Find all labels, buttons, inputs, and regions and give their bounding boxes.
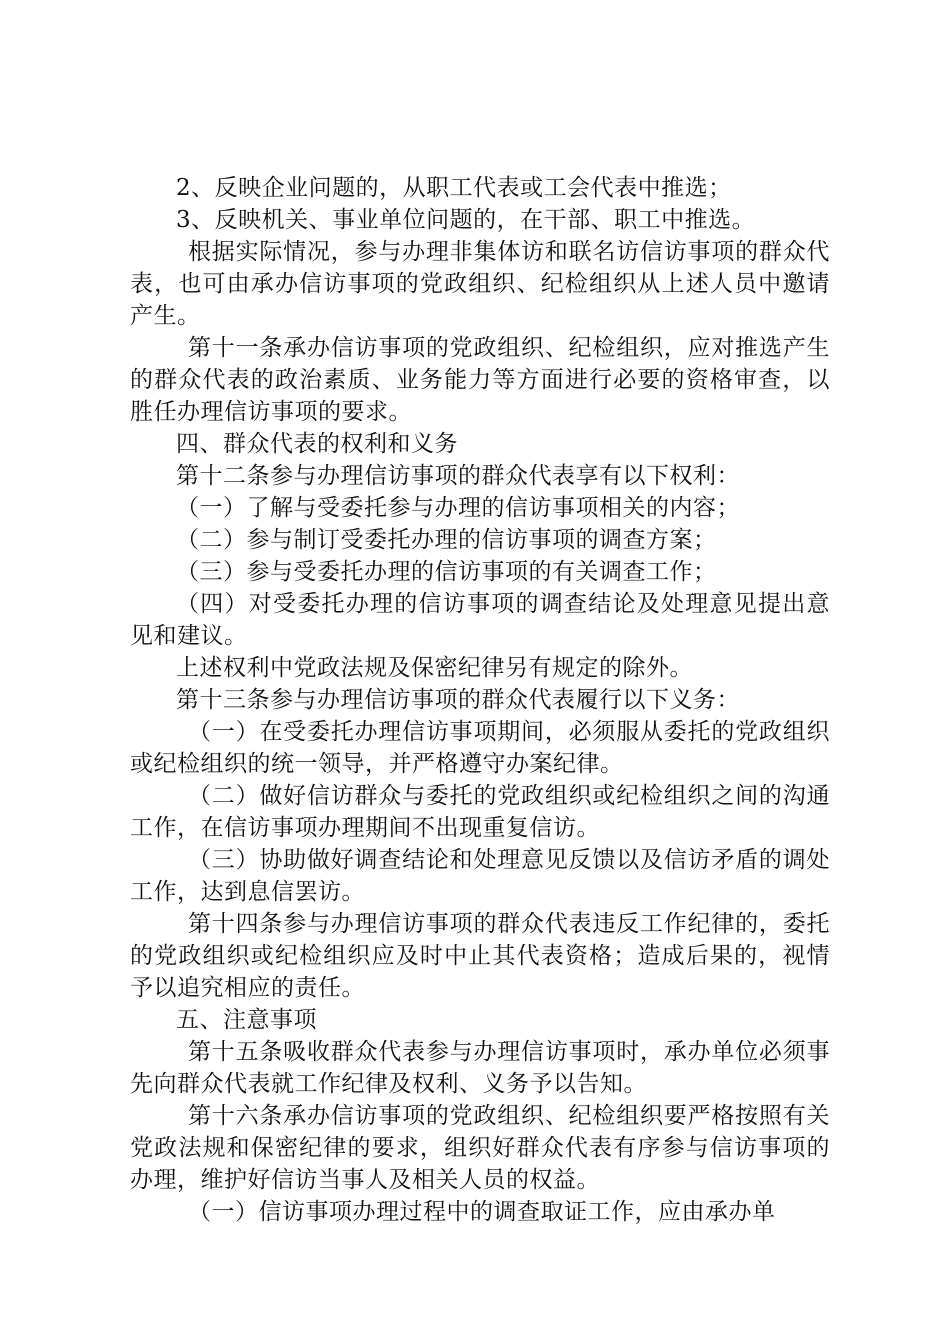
list-item-right-1: （一）了解与受委托参与办理的信访事项相关的内容； [176,495,740,521]
paragraph-article-12: 第十二条参与办理信访事项的群众代表享有以下权利： [176,463,740,489]
paragraph-rights-exception: 上述权利中党政法规及保密纪律另有规定的除外。 [176,655,693,681]
list-item-duty-2: （二）做好信访群众与委托的党政组织或纪检组织之间的沟通工作，在信访事项办理期间不出现重复信访。 [130,783,830,841]
paragraph-item-3: 3、反映机关、事业单位问题的，在干部、职工中推选。 [176,207,756,233]
paragraph-article-11: 第十一条承办信访事项的党政组织、纪检组织，应对推选产生的群众代表的政治素质、业务能力等方面进行必要的资格审查，以胜任办理信访事项的要求。 [130,335,830,425]
list-item-right-3: （三）参与受委托办理的信访事项的有关调查工作； [176,559,717,585]
paragraph-article-14: 第十四条参与办理信访事项的群众代表违反工作纪律的，委托的党政组织或纪检组织应及时中止其代表资格；造成后果的，视情予以追究相应的责任。 [130,911,830,1001]
paragraph-article-13: 第十三条参与办理信访事项的群众代表履行以下义务： [176,687,740,713]
paragraph-article-16: 第十六条承办信访事项的党政组织、纪检组织要严格按照有关党政法规和保密纪律的要求，组织好群众代表有序参与信访事项的办理，维护好信访当事人及相关人员的权益。 [130,1103,830,1193]
list-item-note-1: （一）信访事项办理过程中的调查取证工作，应由承办单 [188,1199,776,1225]
section-heading-rights-duties: 四、群众代表的权利和义务 [176,431,458,457]
list-item-right-2: （二）参与制订受委托办理的信访事项的调查方案； [176,527,717,553]
paragraph-representative-invitation: 根据实际情况，参与办理非集体访和联名访信访事项的群众代表，也可由承办信访事项的党政组织、纪检组织从上述人员中邀请产生。 [130,239,830,329]
document-page [130,172,830,1228]
list-item-right-4: （四）对受委托办理的信访事项的调查结论及处理意见提出意见和建议。 [130,591,830,649]
list-item-duty-1: （一）在受委托办理信访事项期间，必须服从委托的党政组织或纪检组织的统一领导，并严格遵守办案纪律。 [130,719,830,777]
section-heading-notes: 五、注意事项 [176,1007,317,1033]
paragraph-item-2: 2、反映企业问题的，从职工代表或工会代表中推选； [176,175,732,201]
list-item-duty-3: （三）协助做好调查结论和处理意见反馈以及信访矛盾的调处工作，达到息信罢访。 [130,847,830,905]
paragraph-article-15: 第十五条吸收群众代表参与办理信访事项时，承办单位必须事先向群众代表就工作纪律及权利、义务予以告知。 [130,1039,830,1097]
